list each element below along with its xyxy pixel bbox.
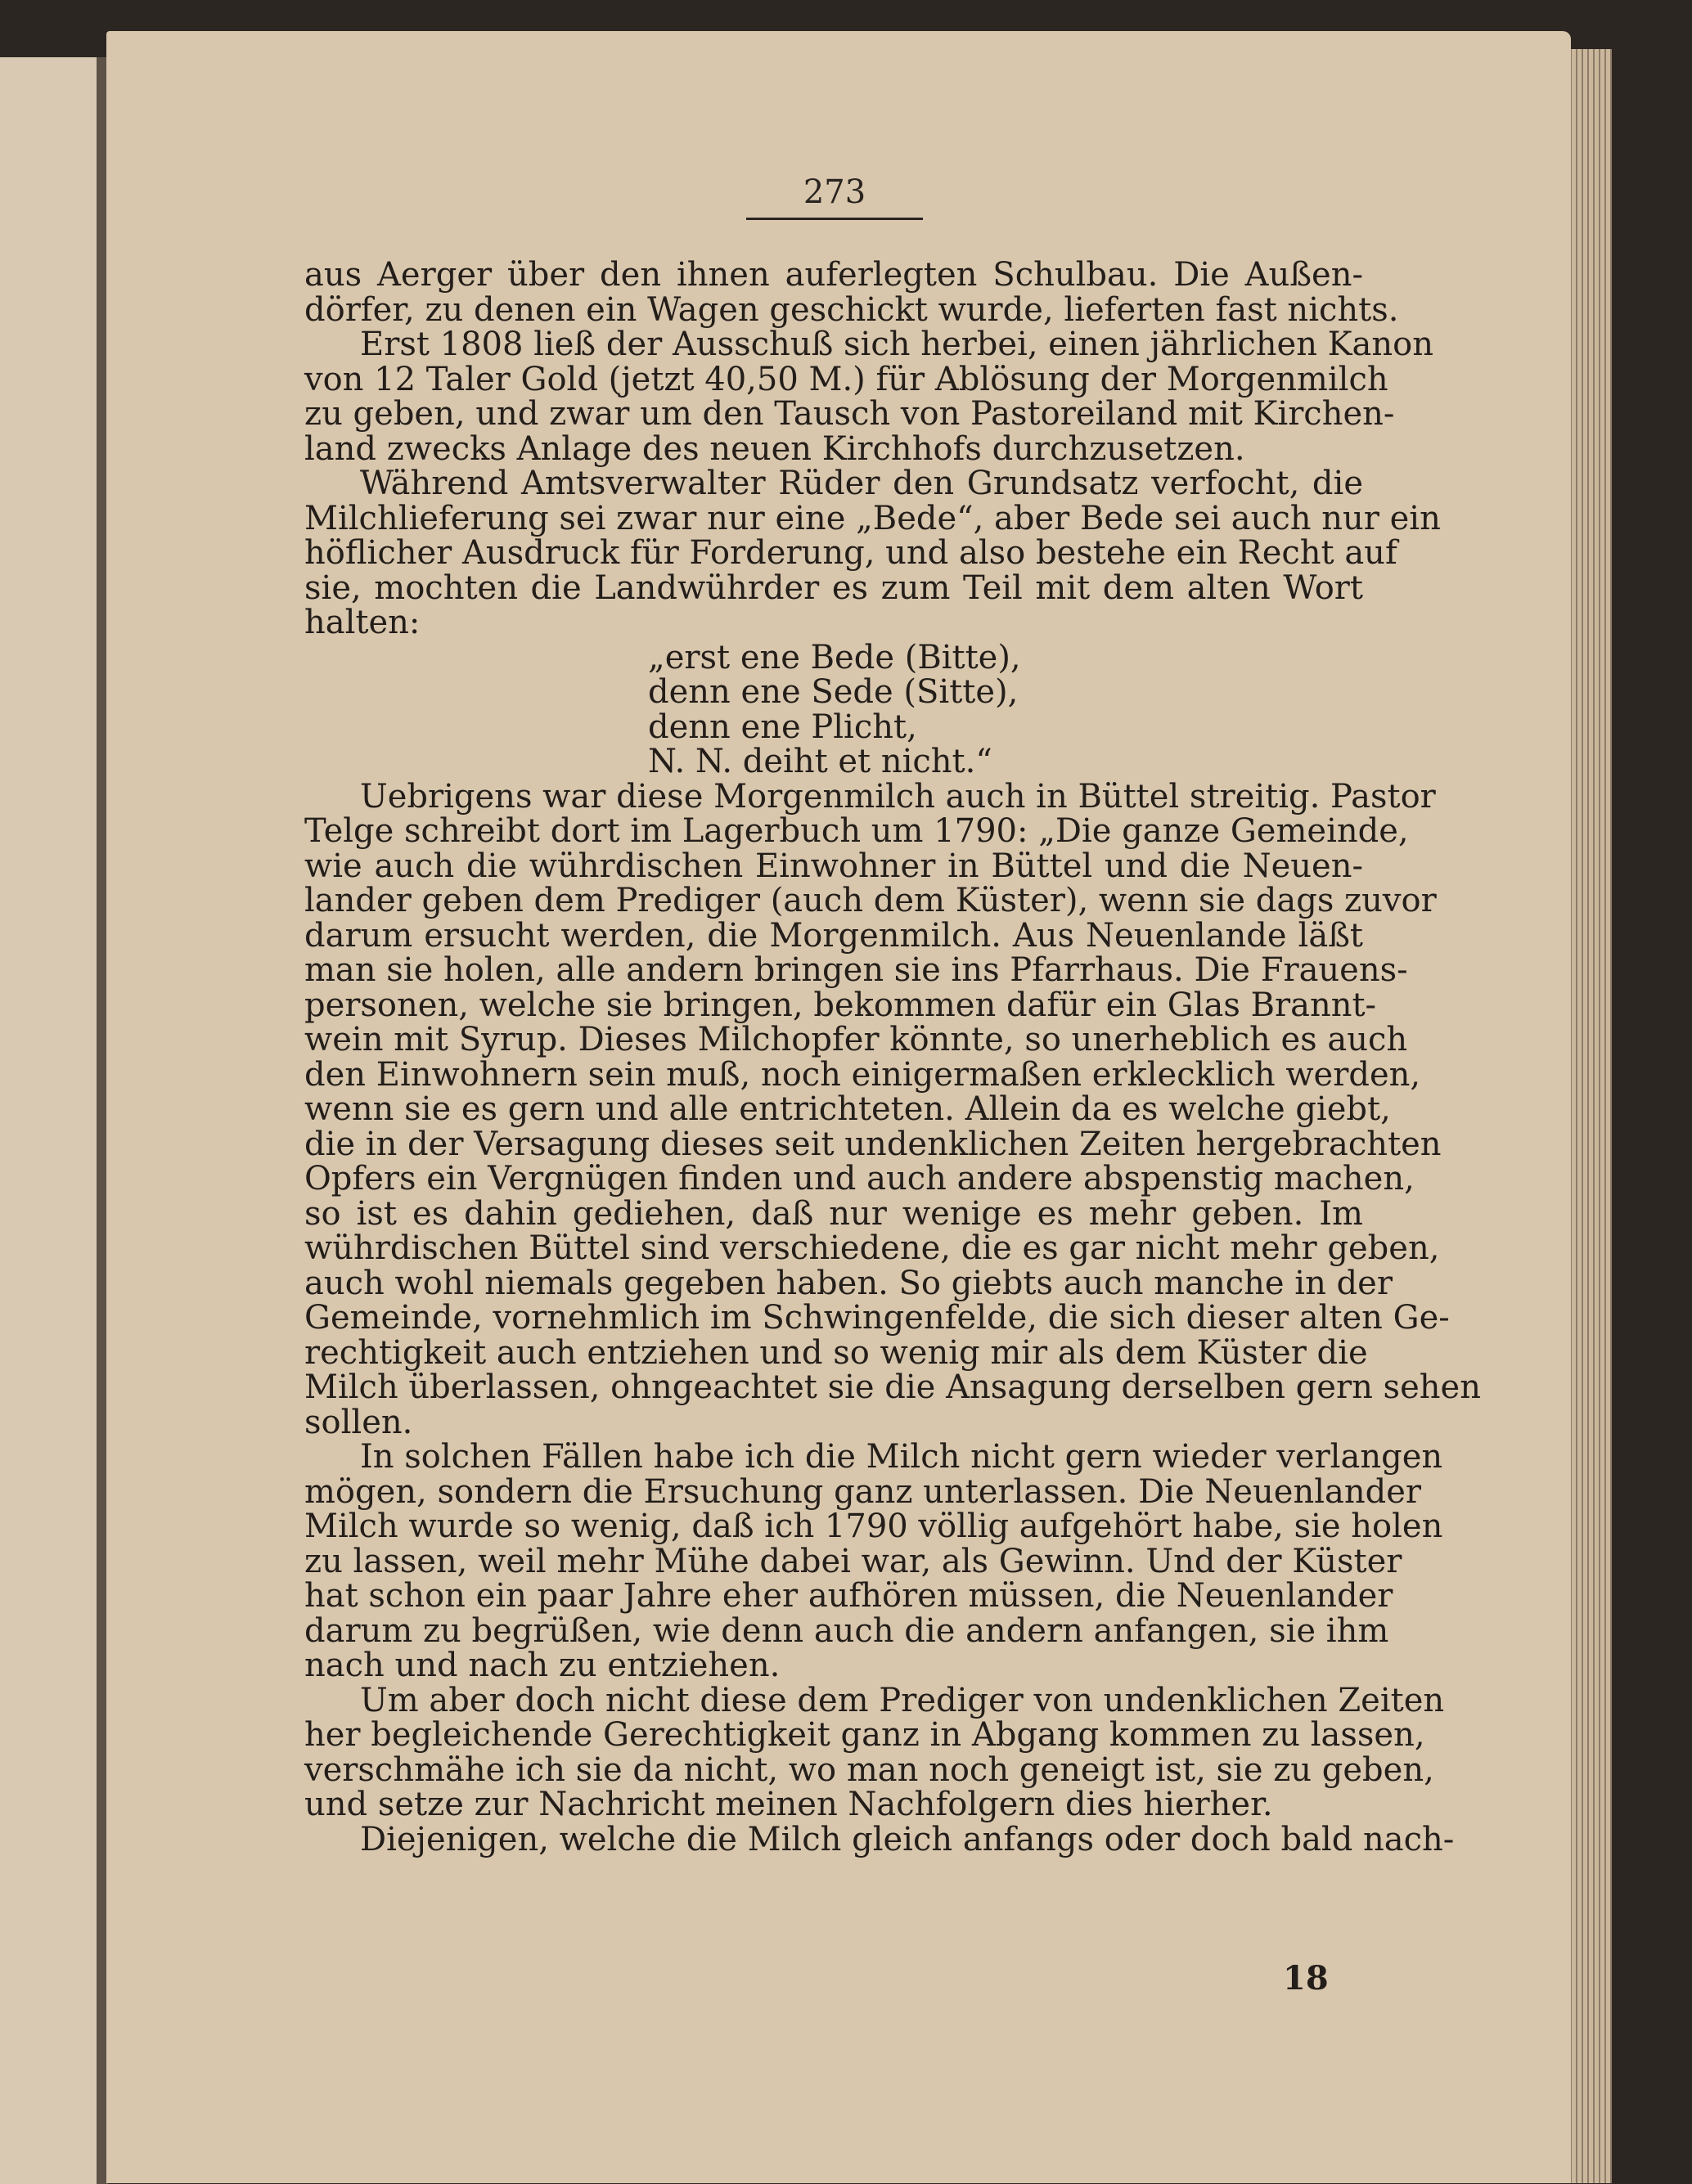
text-line: Um aber doch nicht diese dem Prediger von undenklichen Zeiten [360,1681,1445,1719]
text-line: rechtigkeit auch entziehen und so wenig mir als dem Küster die [304,1333,1368,1372]
text-line: Erst 1808 ließ der Ausschuß sich herbei, einen jährlichen Kanon [360,326,1434,363]
text-line: zu lassen, weil mehr Mühe dabei war, als Gewinn. Und der Küster [304,1542,1402,1580]
text-line: nach und nach zu entziehen. [304,1647,781,1684]
paragraph [304,256,1399,329]
facing-page-edge [0,57,101,2184]
verse-line: N. N. deiht et nicht.“ [648,743,992,780]
verse-line: „erst ene Bede (Bitte), [648,638,1021,676]
text-line: Gemeinde, vornehmlich im Schwingenfelde, die sich dieser alten Ge- [304,1299,1450,1337]
text-line: land zwecks Anlage des neuen Kirchhofs durchzusetzen. [304,429,1245,468]
text-line: wie auch die wührdischen Einwohner in Büttel und die Neuen- [304,847,1363,885]
paragraph [304,777,1481,1441]
text-line: wein mit Syrup. Dieses Milchopfer könnte, so unerheblich es auch [304,1021,1408,1058]
text-line: Milch überlassen, ohngeachtet sie die Ansagung derselben gern sehen [304,1368,1481,1406]
text-line: lander geben dem Prediger (auch dem Küster), wenn sie dags zuvor [304,882,1437,919]
text-line: aus Aerger über den ihnen auferlegten Schulbau. Die Außen- [304,256,1363,294]
verse-line: denn ene Sede (Sitte), [648,673,1019,711]
text-line: dörfer, zu denen ein Wagen geschickt wurde, lieferten fast nichts. [304,290,1399,329]
text-line: Uebrigens war diese Morgenmilch auch in Büttel streitig. Pastor [360,777,1436,816]
text-line: halten: [304,604,421,641]
text-line: personen, welche sie bringen, bekommen dafür ein Glas Brannt- [304,986,1377,1024]
text-line: und setze zur Nachricht meinen Nachfolgern dies hierher. [304,1786,1273,1823]
text-line: her begleichende Gerechtigkeit ganz in Abgang kommen zu lassen, [304,1716,1425,1754]
verse-line: denn ene Plicht, [648,708,917,746]
text-line: wenn sie es gern und alle entrichteten. Allein da es welche giebt, [304,1090,1391,1128]
text-line: man sie holen, alle andern bringen sie ins Pfarrhaus. Die Frauens- [304,951,1408,989]
signature-mark: 18 [1283,1959,1329,1998]
text-line: darum ersucht werden, die Morgenmilch. Aus Neuenlande läßt [304,916,1363,955]
paragraph [304,1681,1445,1823]
text-line: Telge schreibt dort im Lagerbuch um 1790: „Die ganze Gemeinde, [304,812,1409,850]
text-line: so ist es dahin gediehen, daß nur wenige es mehr geben. Im [304,1194,1363,1233]
text-line: sollen. [304,1403,413,1441]
header-rule [746,218,923,220]
text-line: Während Amtsverwalter Rüder den Grundsatz verfocht, die [360,465,1363,502]
paragraph [304,465,1441,641]
verse-block [304,640,1363,780]
text-line: Milch wurde so wenig, daß ich 1790 völlig aufgehört habe, sie holen [304,1508,1443,1545]
text-line: Milchlieferung sei zwar nur eine „Bede“, aber Bede sei auch nur ein [304,499,1441,537]
text-line: mögen, sondern die Ersuchung ganz unterlassen. Die Neuenlander [304,1472,1421,1511]
paragraph [304,1438,1443,1684]
page-number: 273 [803,173,866,211]
paragraph [304,326,1434,468]
text-line: auch wohl niemals gegeben haben. So giebts auch manche in der [304,1264,1393,1302]
text-line: Diejenigen, welche die Milch gleich anfangs oder doch bald nach- [360,1820,1455,1858]
text-line: sie, mochten die Landwührder es zum Teil mit dem alten Wort [304,568,1363,607]
text-line: Opfers ein Vergnügen finden und auch andere abspenstig machen, [304,1160,1415,1198]
text-line: darum zu begrüßen, wie denn auch die andern anfangen, sie ihm [304,1611,1389,1650]
text-line: wührdischen Büttel sind verschiedene, die es gar nicht mehr geben, [304,1229,1440,1267]
text-line: hat schon ein paar Jahre eher aufhören müssen, die Neuenlander [304,1577,1393,1615]
text-line: verschmähe ich sie da nicht, wo man noch geneigt ist, sie zu geben, [304,1750,1434,1789]
paragraph [304,1820,1455,1858]
text-line: von 12 Taler Gold (jetzt 40,50 M.) für Ablösung der Morgenmilch [304,360,1388,398]
body-text [304,256,1481,1858]
text-line: zu geben, und zwar um den Tausch von Pastoreiland mit Kirchen- [304,395,1395,433]
text-line: den Einwohnern sein muß, noch einigermaßen erklecklich werden, [304,1055,1421,1094]
text-line: die in der Versagung dieses seit undenklichen Zeiten hergebrachten [304,1125,1442,1163]
text-line: In solchen Fällen habe ich die Milch nicht gern wieder verlangen [360,1438,1443,1476]
text-line: höflicher Ausdruck für Forderung, und also bestehe ein Recht auf [304,534,1397,572]
